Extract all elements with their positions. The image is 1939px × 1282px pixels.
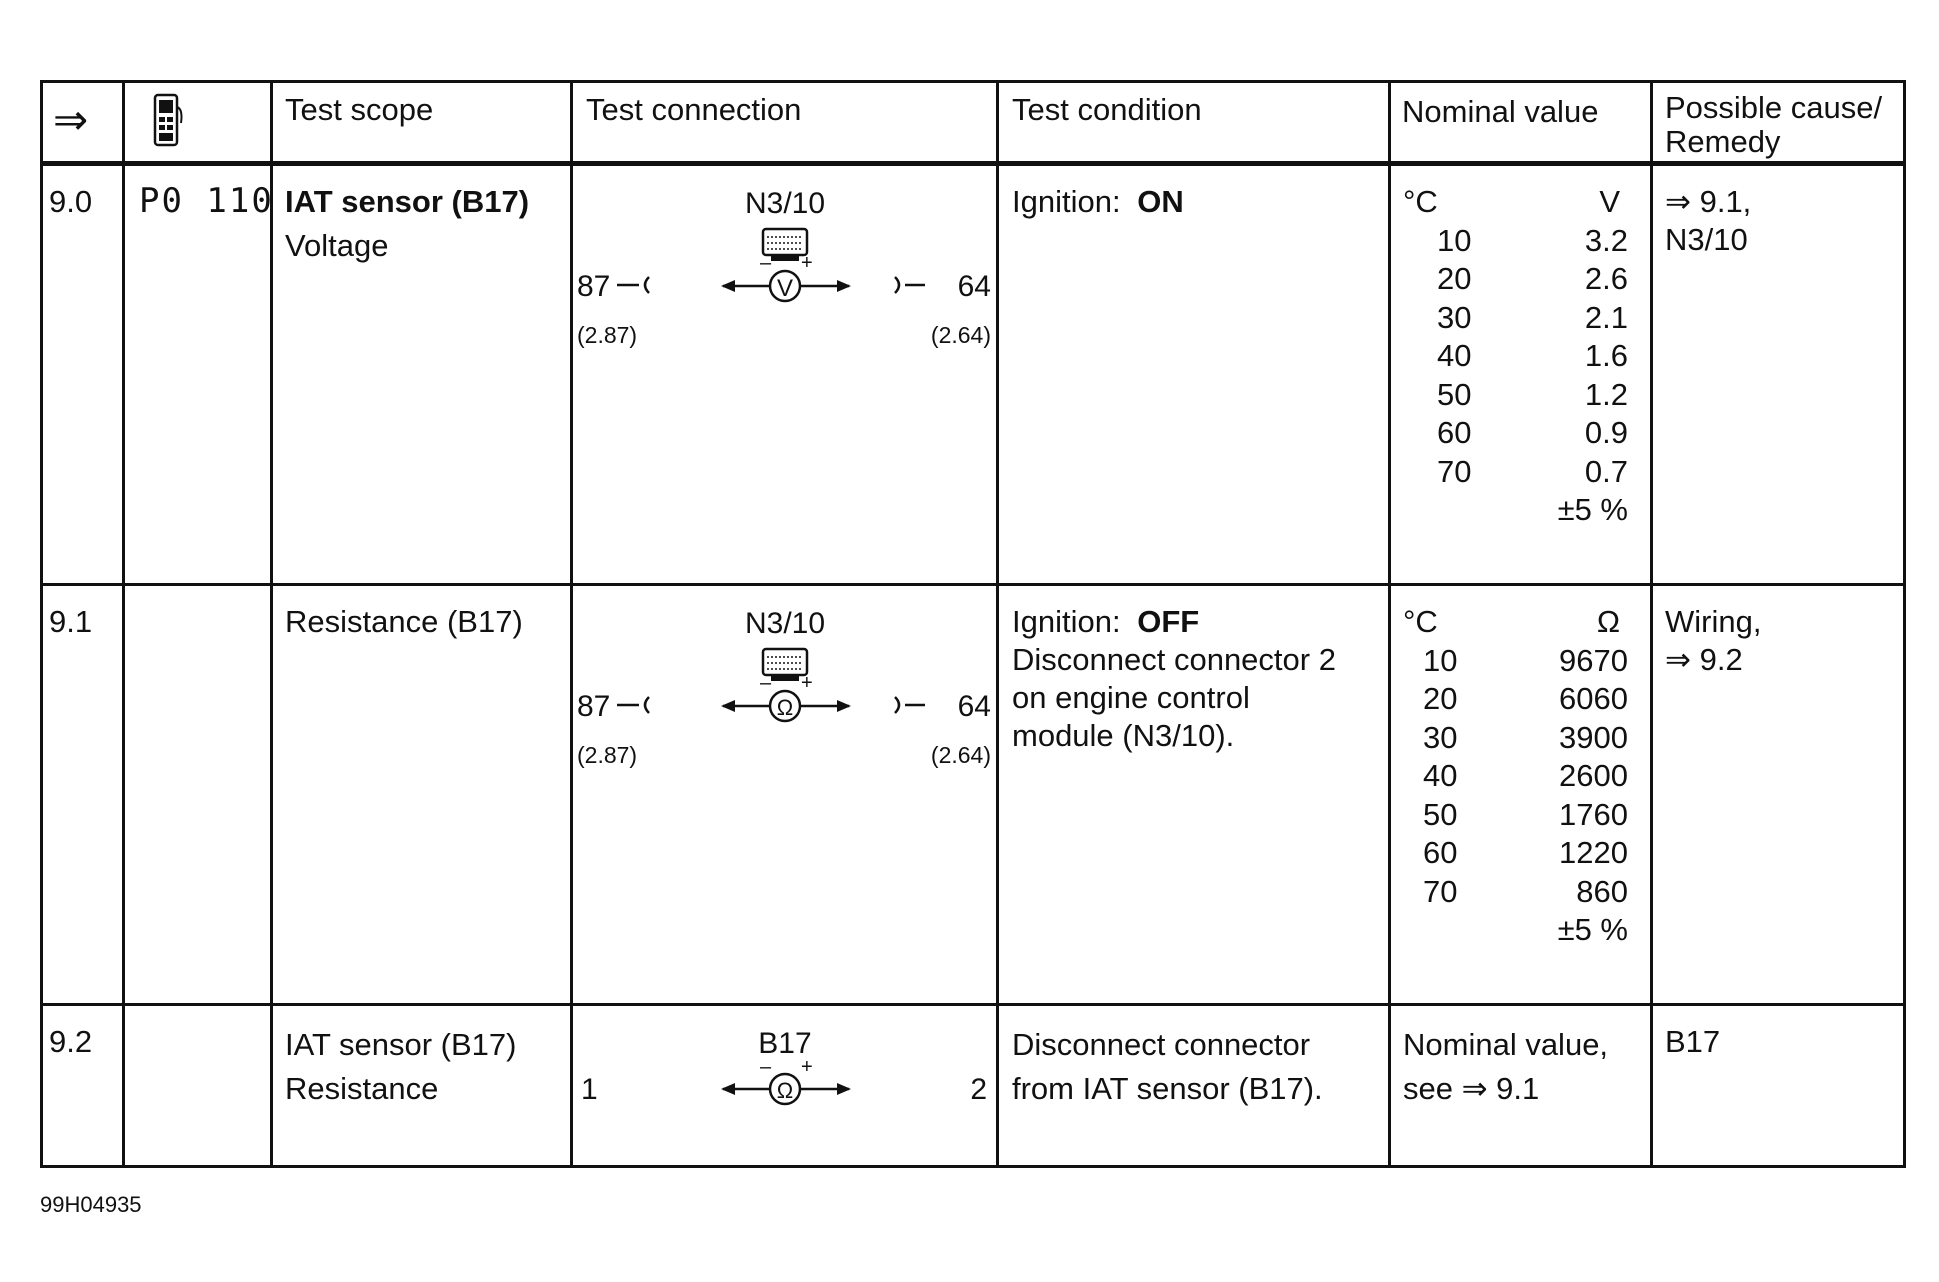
right-pin-note: (2.64) (930, 322, 991, 348)
nominal-row: 30 2.1 (1437, 299, 1628, 335)
nominal-row: 10 9670 (1423, 642, 1628, 678)
right-pin: 64 (957, 690, 991, 723)
nominal-value-reference (1403, 1023, 1608, 1111)
nominal-row: 60 1220 (1423, 835, 1628, 870)
step-number: 9.1 (49, 604, 93, 639)
test-connection-diagram (573, 183, 996, 353)
header-divider (43, 161, 1903, 166)
header-test-condition: Test condition (1012, 92, 1202, 127)
svg-text:Ω: Ω (776, 1078, 794, 1103)
device-label: N3/10 (744, 187, 826, 220)
figure-id: 99H04935 (40, 1192, 142, 1217)
test-connection-diagram (573, 603, 996, 773)
scope-subtitle: Voltage (285, 228, 389, 263)
possible-cause (1665, 183, 1751, 259)
scope-title: IAT sensor (B17) (285, 184, 530, 219)
svg-text:–: – (760, 1056, 772, 1078)
svg-text:+: + (801, 252, 813, 274)
svg-text:–: – (760, 252, 772, 274)
left-pin-note: (2.87) (577, 742, 638, 768)
nominal-row: 50 1760 (1423, 796, 1628, 832)
header-nominal-value: Nominal value (1402, 94, 1599, 129)
condition-line: from IAT sensor (B17). (1012, 1071, 1323, 1106)
svg-text:–: – (760, 672, 772, 694)
cause-line: N3/10 (1665, 222, 1748, 257)
svg-text:Ω: Ω (776, 695, 794, 720)
left-pin: 87 (577, 690, 611, 723)
nominal-line: Nominal value, (1403, 1027, 1609, 1062)
nominal-row: 20 6060 (1423, 681, 1628, 716)
test-scope (285, 183, 529, 265)
row-divider (43, 1003, 1903, 1006)
test-condition (1012, 1023, 1323, 1111)
test-condition (1012, 183, 1184, 221)
condition-label: Ignition: (1012, 184, 1121, 219)
cause-line: ⇒ 9.2 (1665, 642, 1743, 677)
nominal-row: 70 860 (1423, 873, 1628, 909)
header-arrow: ⇒ (53, 96, 89, 143)
right-pin: 2 (970, 1073, 987, 1106)
nominal-tolerance: ±5 % (1557, 492, 1628, 527)
row-divider (43, 583, 1903, 586)
nominal-tolerance: ±5 % (1557, 912, 1628, 947)
right-pin: 64 (957, 270, 991, 303)
possible-cause (1665, 603, 1761, 679)
scope-subtitle: Resistance (285, 1071, 439, 1106)
nominal-value-table (1403, 183, 1628, 530)
condition-value: OFF (1137, 604, 1200, 639)
nominal-row: 70 0.7 (1437, 453, 1628, 489)
left-pin-note: (2.87) (577, 322, 638, 348)
step-number: 9.2 (49, 1024, 93, 1059)
test-connection-diagram (573, 1023, 996, 1133)
condition-line: module (N3/10). (1012, 718, 1235, 753)
condition-value: ON (1137, 184, 1184, 219)
test-scope (285, 1023, 516, 1111)
possible-cause (1665, 1023, 1720, 1061)
cause-line: B17 (1665, 1024, 1721, 1059)
nominal-row: 10 3.2 (1437, 222, 1628, 258)
svg-text:V: V (776, 275, 794, 302)
nominal-row: 40 1.6 (1437, 338, 1628, 373)
cause-line: Wiring, (1665, 604, 1762, 639)
cause-line: ⇒ 9.1, (1665, 184, 1752, 219)
header-possible-cause (1665, 91, 1882, 159)
nominal-row: 40 2600 (1423, 758, 1628, 793)
test-scope (285, 603, 523, 641)
svg-text:+: + (801, 1056, 813, 1078)
condition-label: Ignition: (1012, 604, 1121, 639)
nominal-value-table (1403, 603, 1628, 950)
left-pin: 1 (581, 1073, 598, 1106)
scope-title: IAT sensor (B17) (285, 1027, 517, 1062)
step-number: 9.0 (49, 184, 93, 219)
nominal-units: °C V (1403, 184, 1620, 219)
condition-line: on engine control (1012, 680, 1250, 715)
left-pin: 87 (577, 270, 611, 303)
svg-text:+: + (801, 672, 813, 694)
nominal-line: see ⇒ 9.1 (1403, 1071, 1540, 1106)
header-possible-cause-line: Possible cause/ (1665, 90, 1883, 125)
diagnostic-test-table (40, 80, 1906, 1168)
device-label: B17 (758, 1027, 812, 1060)
tester-icon (147, 93, 187, 158)
condition-line: Disconnect connector (1012, 1027, 1311, 1062)
nominal-units: °C Ω (1403, 604, 1620, 639)
scope-title: Resistance (B17) (285, 604, 523, 639)
fault-code: P0 110 (139, 181, 274, 221)
device-label: N3/10 (744, 607, 826, 640)
nominal-row: 60 0.9 (1437, 415, 1628, 450)
header-remedy-line: Remedy (1665, 124, 1781, 159)
condition-line: Disconnect connector 2 (1012, 642, 1336, 677)
nominal-row: 30 3900 (1423, 719, 1628, 755)
nominal-row: 50 1.2 (1437, 376, 1628, 412)
header-test-scope: Test scope (285, 92, 434, 127)
test-condition (1012, 603, 1336, 755)
nominal-row: 20 2.6 (1437, 261, 1628, 296)
right-pin-note: (2.64) (930, 742, 991, 768)
header-test-connection: Test connection (586, 92, 802, 127)
